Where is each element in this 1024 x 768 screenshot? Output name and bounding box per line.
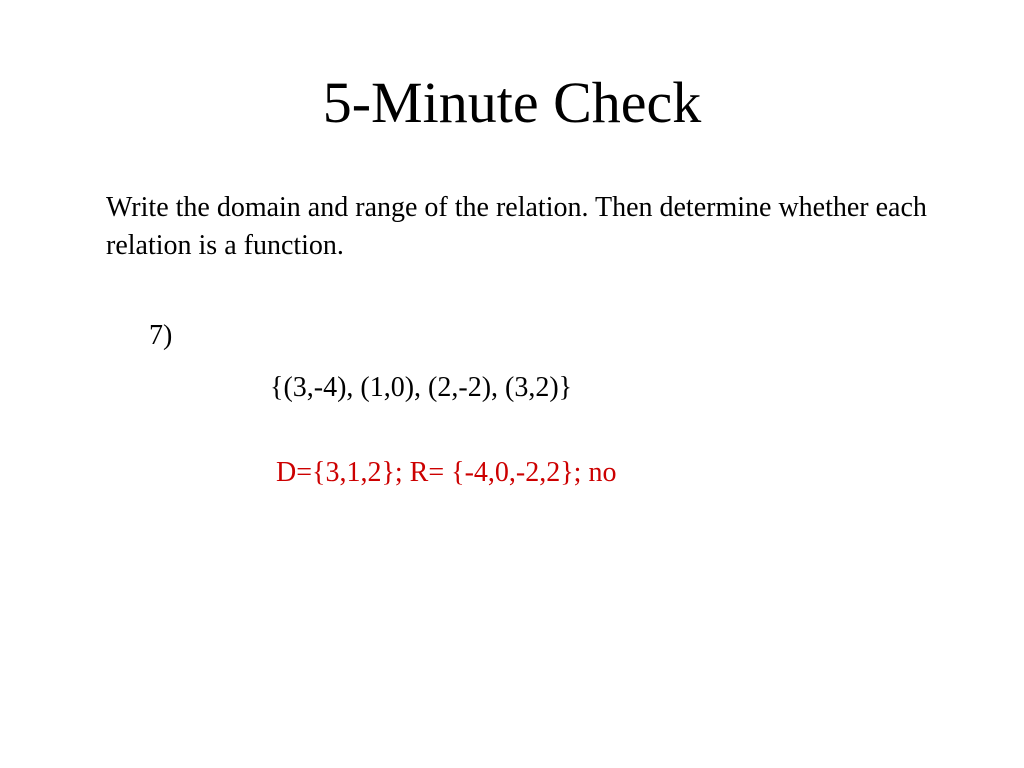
slide-title: 5-Minute Check [322,70,702,135]
problem-number: 7) [149,320,173,351]
relation-set: {(3,-4), (1,0), (2,-2), (3,2)} [270,372,573,403]
answer-text: D={3,1,2}; R= {-4,0,-2,2}; no [276,457,617,488]
question-prompt: Write the domain and range of the relation. Then determine whether each relation is a function. [106,192,927,261]
